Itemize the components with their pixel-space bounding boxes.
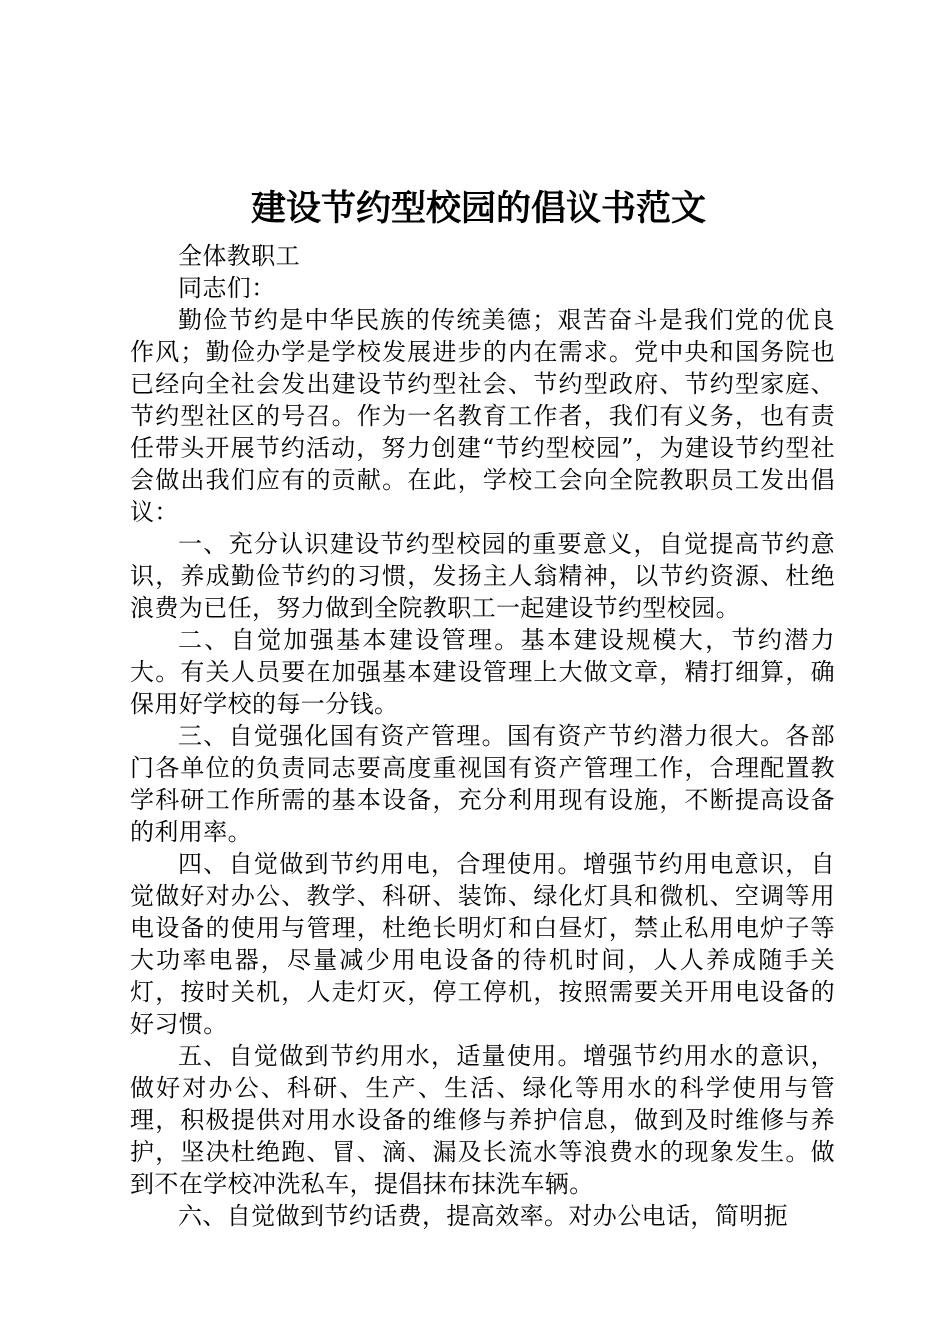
- salutation-recipient: 全体教职工: [178, 242, 300, 270]
- document-page: [130, 184, 835, 1232]
- proposal-item-6: 六、自觉做到节约话费，提高效率。对办公电话，简明扼: [178, 1202, 788, 1230]
- proposal-item-2: 二、自觉加强基本建设管理。基本建设规模大，节约潜力大。有关人员要在加强基本建设管理上大做文章，精打细算，确保用好学校的每一分钱。: [130, 626, 835, 718]
- proposal-item-1: 一、充分认识建设节约型校园的重要意义，自觉提高节约意识，养成勤俭节约的习惯，发扬主人翁精神，以节约资源、杜绝浪费为已任，努力做到全院教职工一起建设节约型校园。: [130, 530, 835, 622]
- document-title: 建设节约型校园的倡议书范文: [250, 188, 706, 229]
- intro-paragraph: 勤俭节约是中华民族的传统美德；艰苦奋斗是我们党的优良作风；勤俭办学是学校发展进步的内在需求。党中央和国务院也已经向全社会发出建设节约型社会、节约型政府、节约型家庭、节约型社区的号召。作为一名教育工作者，我们有义务，也有责任带头开展节约活动，努力创建“节约型校园”，为建设节约型社会做出我们应有的贡献。在此，学校工会向全院教职员工发出倡议：: [130, 306, 835, 526]
- proposal-item-5: 五、自觉做到节约用水，适量使用。增强节约用水的意识，做好对办公、科研、生产、生活、绿化等用水的科学使用与管理，积极提供对用水设备的维修与养护信息，做到及时维修与养护，坚决杜绝跑、冒、滴、漏及长流水等浪费水的现象发生。做到不在学校冲洗私车，提倡抹布抹洗车辆。: [130, 1042, 835, 1198]
- proposal-item-4: 四、自觉做到节约用电，合理使用。增强节约用电意识，自觉做好对办公、教学、科研、装饰、绿化灯具和微机、空调等用电设备的使用与管理，杜绝长明灯和白昼灯，禁止私用电炉子等大功率电器，尽量减少用电设备的待机时间，人人养成随手关灯，按时关机，人走灯灭，停工停机，按照需要关开用电设备的好习惯。: [130, 850, 835, 1038]
- proposal-item-3: 三、自觉强化国有资产管理。国有资产节约潜力很大。各部门各单位的负责同志要高度重视国有资产管理工作，合理配置教学科研工作所需的基本设备，充分利用现有设施，不断提高设备的利用率。: [130, 722, 835, 846]
- salutation-greeting: 同志们：: [178, 274, 276, 302]
